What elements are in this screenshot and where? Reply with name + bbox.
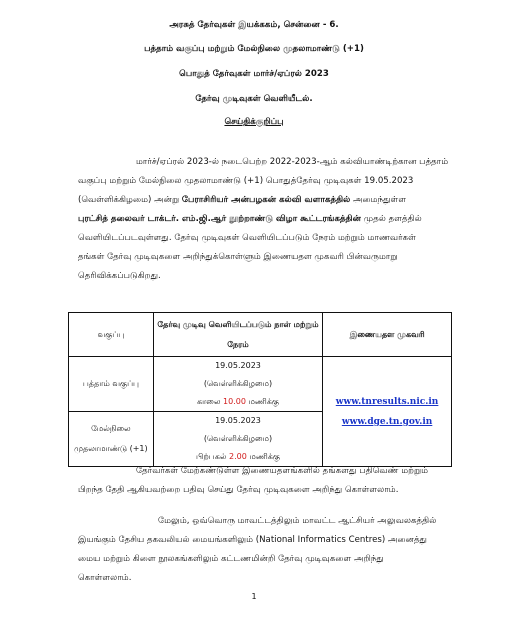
release-date: 19.05.2023 — [215, 416, 261, 425]
header-directorate: அரசுத் தேர்வுகள் இயக்ககம், சென்னை - 6. — [169, 20, 339, 30]
nic-line-1: மேலும், ஒவ்வொரு மாவட்டத்திலும் மாவட்ட ஆட்சியர் அலுவலகத்தில் — [158, 516, 437, 526]
table-row — [69, 357, 452, 412]
intro-line-7: தெரிவிக்கப்படுகிறது. — [78, 271, 161, 281]
header-exam-session: பொதுத் தேர்வுகள் மார்ச்/ஏப்ரல் 2023 — [179, 69, 329, 79]
header-class: வகுப்பு — [69, 313, 154, 357]
header-date-time: தேர்வு முடிவு வெளியிடப்படும் நாள் மற்றும் நேரம் — [153, 313, 322, 357]
datetime-cell-sslc — [153, 357, 322, 412]
nic-line-4: கொள்ளலாம். — [78, 573, 132, 583]
release-date: 19.05.2023 — [215, 361, 261, 370]
nic-line-2: இயங்கும் தேசிய தகவலியல் மையங்களிலும் (National Informatics Centres) அனைத்து — [78, 535, 427, 545]
header-exam-classes: பத்தாம் வகுப்பு மற்றும் மேல்நிலை முதலாமாண்டு (+1) — [144, 44, 364, 54]
intro-line-3a: (வெள்ளிக்கிழமை) அன்று — [78, 195, 182, 205]
release-day: (வெள்ளிக்கிழமை) — [203, 434, 273, 443]
website-cell — [323, 357, 452, 467]
header-press-release: செய்திக்குறிப்பு — [224, 117, 284, 127]
intro-line-3c: அமைந்துள்ள — [350, 195, 407, 205]
release-time: பிற்பகல் 2.00 மணிக்கு — [196, 452, 280, 461]
class-cell-plus-one: மேல்நிலை முதலாமாண்டு (+1) — [69, 412, 154, 467]
intro-line-6: தங்கள் தேர்வு முடிவுகளை அறிந்துக்கொள்ளும் இணையதள முகவரி பின்வருமாறு — [78, 252, 398, 262]
intro-line-4b: முதல் தளத்தில் — [360, 214, 422, 224]
header-website: இணையதள முகவரி — [323, 313, 452, 357]
datetime-cell-plus-one — [153, 412, 322, 467]
intro-line-1: மார்ச்/ஏப்ரல் 2023-ல் நடைபெற்ற 2022-2023-ஆம் கல்வியாண்டிற்கான பத்தாம் — [136, 157, 449, 167]
page-number: 1 — [251, 592, 257, 601]
website-link-dge[interactable]: www.dge.tn.gov.in — [341, 416, 433, 427]
intro-line-2: வகுப்பு மற்றும் மேல்நிலை முதலாமாண்டு (+1) பொதுத்தேர்வு முடிவுகள் 19.05.2023 — [78, 176, 414, 186]
venue-hall: புரட்சித் தலைவர் டாக்டர். எம்.ஜி.ஆர் நூற்றாண்டு விழா கூட்டரங்கத்தின் — [78, 214, 361, 224]
instructions-paragraph — [78, 462, 452, 500]
results-schedule-table — [68, 312, 452, 467]
table-header-row — [69, 313, 452, 357]
website-link-tnresults[interactable]: www.tnresults.nic.in — [335, 396, 439, 407]
intro-line-5: வெளியிடப்படவுள்ளது. தேர்வு முடிவுகள் வெளியிடப்படும் நேரம் மற்றும் மாணவர்கள் — [78, 233, 416, 243]
instructions-line-1: தேர்வர்கள் மேற்கண்டுள்ள இணையதளங்களில் தங்களது பதிவெண் மற்றும் — [136, 466, 429, 476]
intro-paragraph — [78, 153, 452, 286]
header-results-release: தேர்வு முடிவுகள் வெளியீடல். — [195, 94, 313, 104]
class-cell-sslc: பத்தாம் வகுப்பு — [69, 357, 154, 412]
nic-centres-paragraph — [78, 512, 452, 588]
instructions-line-2: பிறந்த தேதி ஆகியவற்றை பதிவு செய்து தேர்வு முடிவுகளை அறிந்து கொள்ளலாம். — [78, 485, 399, 495]
venue-campus: பேராசிரியர் அன்பழகன் கல்வி வளாகத்தில் — [181, 195, 351, 205]
nic-line-3: மைய மற்றும் கிளை நூலகங்களிலும் கட்டணமின்றி தேர்வு முடிவுகளை அறிந்து — [78, 554, 384, 564]
release-day: (வெள்ளிக்கிழமை) — [203, 379, 273, 388]
release-time: காலை 10.00 மணிக்கு — [196, 397, 279, 406]
